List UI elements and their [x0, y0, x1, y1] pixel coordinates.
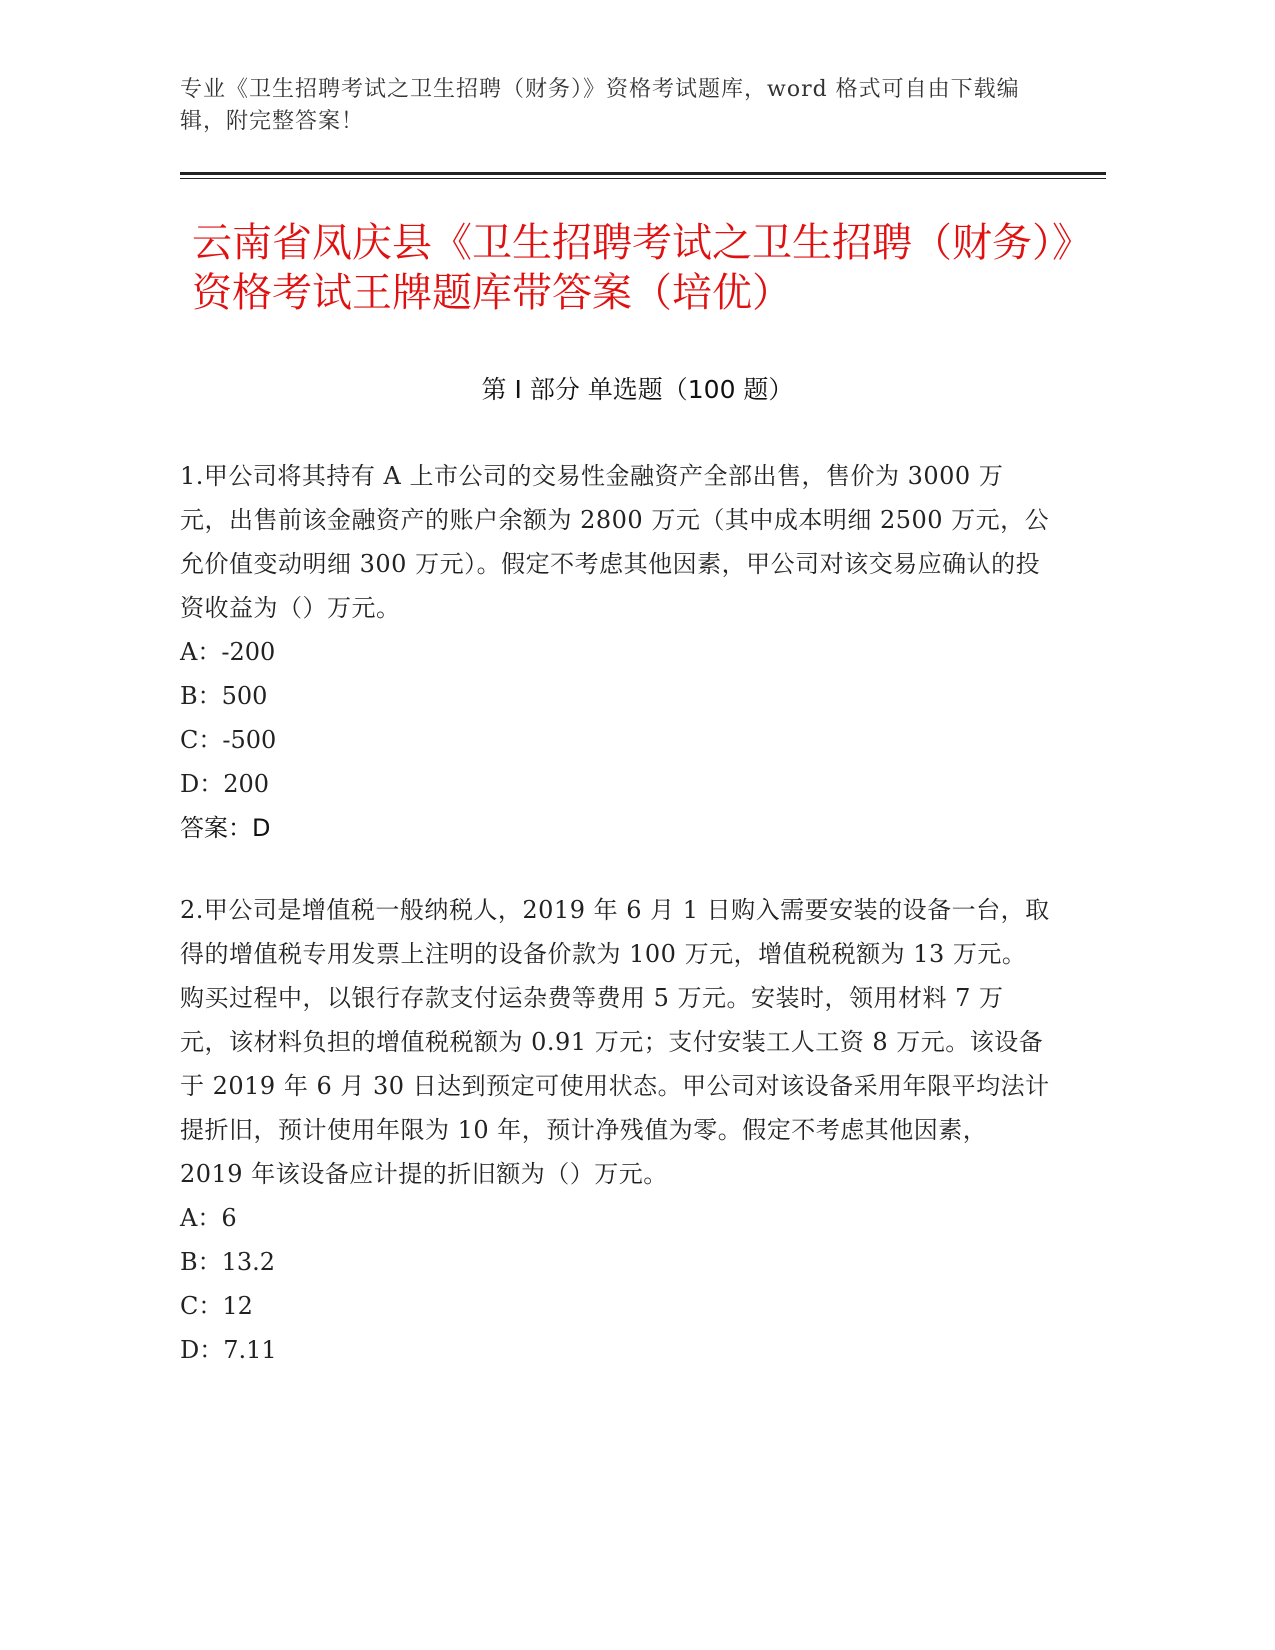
question-text: 2.甲公司是增值税一般纳税人，2019 年 6 月 1 日购入需要安装的设备一台，取得的增值税专用发票上注明的设备价款为 100 万元，增值税税额为 13 万元。购买过程中，以银行存款支付运杂费等费用 5 万元。安装时，领用材料 7 万元，该材料负担的增值税税额为 0.91 万元；支付安装工人工资 8 万元。该设备于 2019 年 6 月 30 日达到预定可使用状态。甲公司对该设备采用年限平均法计提折旧，预计使用年限为 10 年，预计净残值为零。假定不考虑其他因素，2019 年该设备应计提的折旧额为（）万元。: [180, 896, 1050, 1188]
section-title: 第 I 部分 单选题（100 题）: [481, 375, 794, 404]
option-c: C：-500: [180, 726, 277, 754]
header-rule-thick: [180, 172, 1106, 175]
question-1: [180, 454, 1050, 850]
header-rule-thin: [180, 178, 1106, 179]
question-2: [180, 888, 1050, 1372]
option-b: B：13.2: [180, 1248, 276, 1276]
option-c: C：12: [180, 1292, 253, 1320]
header-note: 专业《卫生招聘考试之卫生招聘（财务）》资格考试题库，word 格式可自由下载编辑，附完整答案！: [180, 77, 1020, 134]
answer-line: 答案：D: [180, 814, 271, 842]
document-title: 云南省凤庆县《卫生招聘考试之卫生招聘（财务）》资格考试王牌题库带答案（培优）: [192, 220, 1072, 316]
option-a: A：-200: [180, 638, 276, 666]
question-text: 1.甲公司将其持有 A 上市公司的交易性金融资产全部出售，售价为 3000 万元，出售前该金融资产的账户余额为 2800 万元（其中成本明细 2500 万元，公允价值变动明细 300 万元）。假定不考虑其他因素，甲公司对该交易应确认的投资收益为（）万元。: [180, 462, 1050, 622]
option-d: D：7.11: [180, 1336, 277, 1364]
option-b: B：500: [180, 682, 268, 710]
option-d: D：200: [180, 770, 270, 798]
option-a: A：6: [180, 1204, 237, 1232]
